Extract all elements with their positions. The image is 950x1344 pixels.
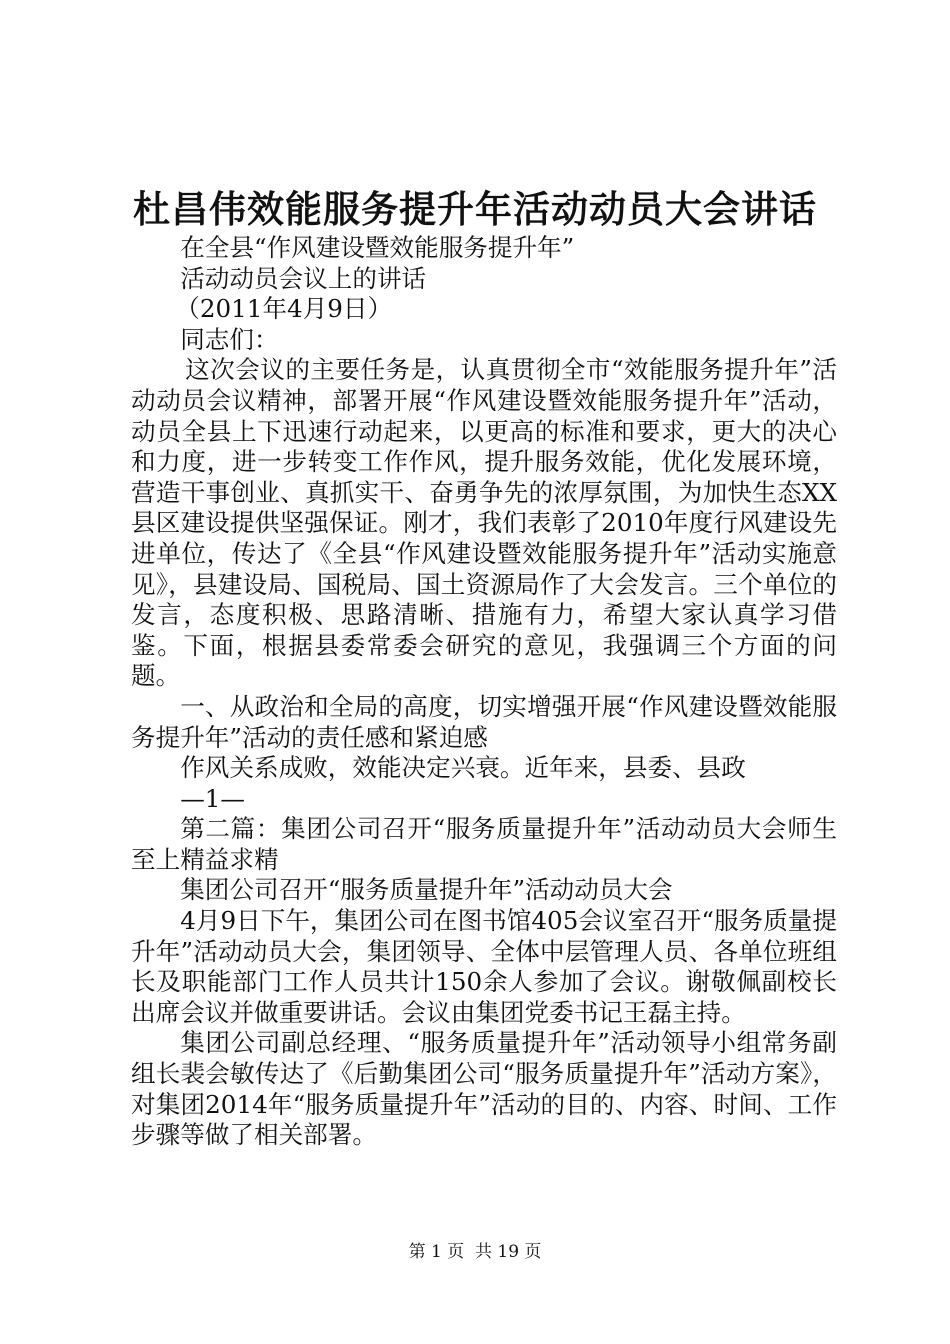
paragraph-plan-summary: 集团公司副总经理、“服务质量提升年”活动领导小组常务副组长裴会敏传达了《后勤集团公司“服务质量提升年”活动方案》，对集团2014年“服务质量提升年”活动的目的、内容、时间、工作步骤等做了相关部署。 [131, 1028, 837, 1150]
paragraph-section-1-start: 作风关系成败，效能决定兴衰。近年来，县委、县政 [180, 753, 746, 783]
speech-date: （2011年4月9日） [175, 294, 393, 324]
document-body [131, 233, 837, 1151]
document-title: 杜昌伟效能服务提升年活动动员大会讲话 [133, 187, 817, 231]
inline-page-number: —1— [180, 783, 246, 813]
page-footer: 第 1 页 共 19 页 [408, 1242, 542, 1262]
subtitle-line-2: 活动动员会议上的讲话 [180, 263, 427, 293]
subtitle-line-1: 在全县“作风建设暨效能服务提升年” [180, 233, 575, 262]
paragraph-intro: 这次会议的主要任务是，认真贯彻全市“效能服务提升年”活动动员会议精神，部署开展“作风建设暨效能服务提升年”活动，动员全县上下迅速行动起来，以更高的标准和要求，更大的决心和力度，进一步转变工作作风，提升服务效能，优化发展环境，营造干事创业、真抓实干、奋勇争先的浓厚氛围，为加快生态XX县区建设提供坚强保证。刚才，我们表彰了2010年度行风建设先进单位，传达了《全县“作风建设暨效能服务提升年”活动实施意见》，县建设局、国税局、国土资源局作了大会发言。三个单位的发言，态度积极、思路清晰、措施有力，希望大家认真学习借鉴。下面，根据县委常委会研究的意见，我强调三个方面的问题。 [131, 355, 837, 691]
paragraph-meeting-report: 4月9日下午，集团公司在图书馆405会议室召开“服务质量提升年”活动动员大会，集团领导、全体中层管理人员、各单位班组长及职能部门工作人员共计150余人参加了会议。谢敬佩副校长出席会议并做重要讲话。会议由集团党委书记王磊主持。 [131, 906, 837, 1027]
part-two-heading: 第二篇：集团公司召开“服务质量提升年”活动动员大会师生至上精益求精 [131, 814, 837, 874]
section-heading-1: 一、从政治和全局的高度，切实增强开展“作风建设暨效能服务提升年”活动的责任感和紧迫感 [131, 691, 837, 752]
part-two-subtitle: 集团公司召开“服务质量提升年”活动动员大会 [180, 875, 673, 905]
salutation: 同志们： [180, 324, 279, 354]
